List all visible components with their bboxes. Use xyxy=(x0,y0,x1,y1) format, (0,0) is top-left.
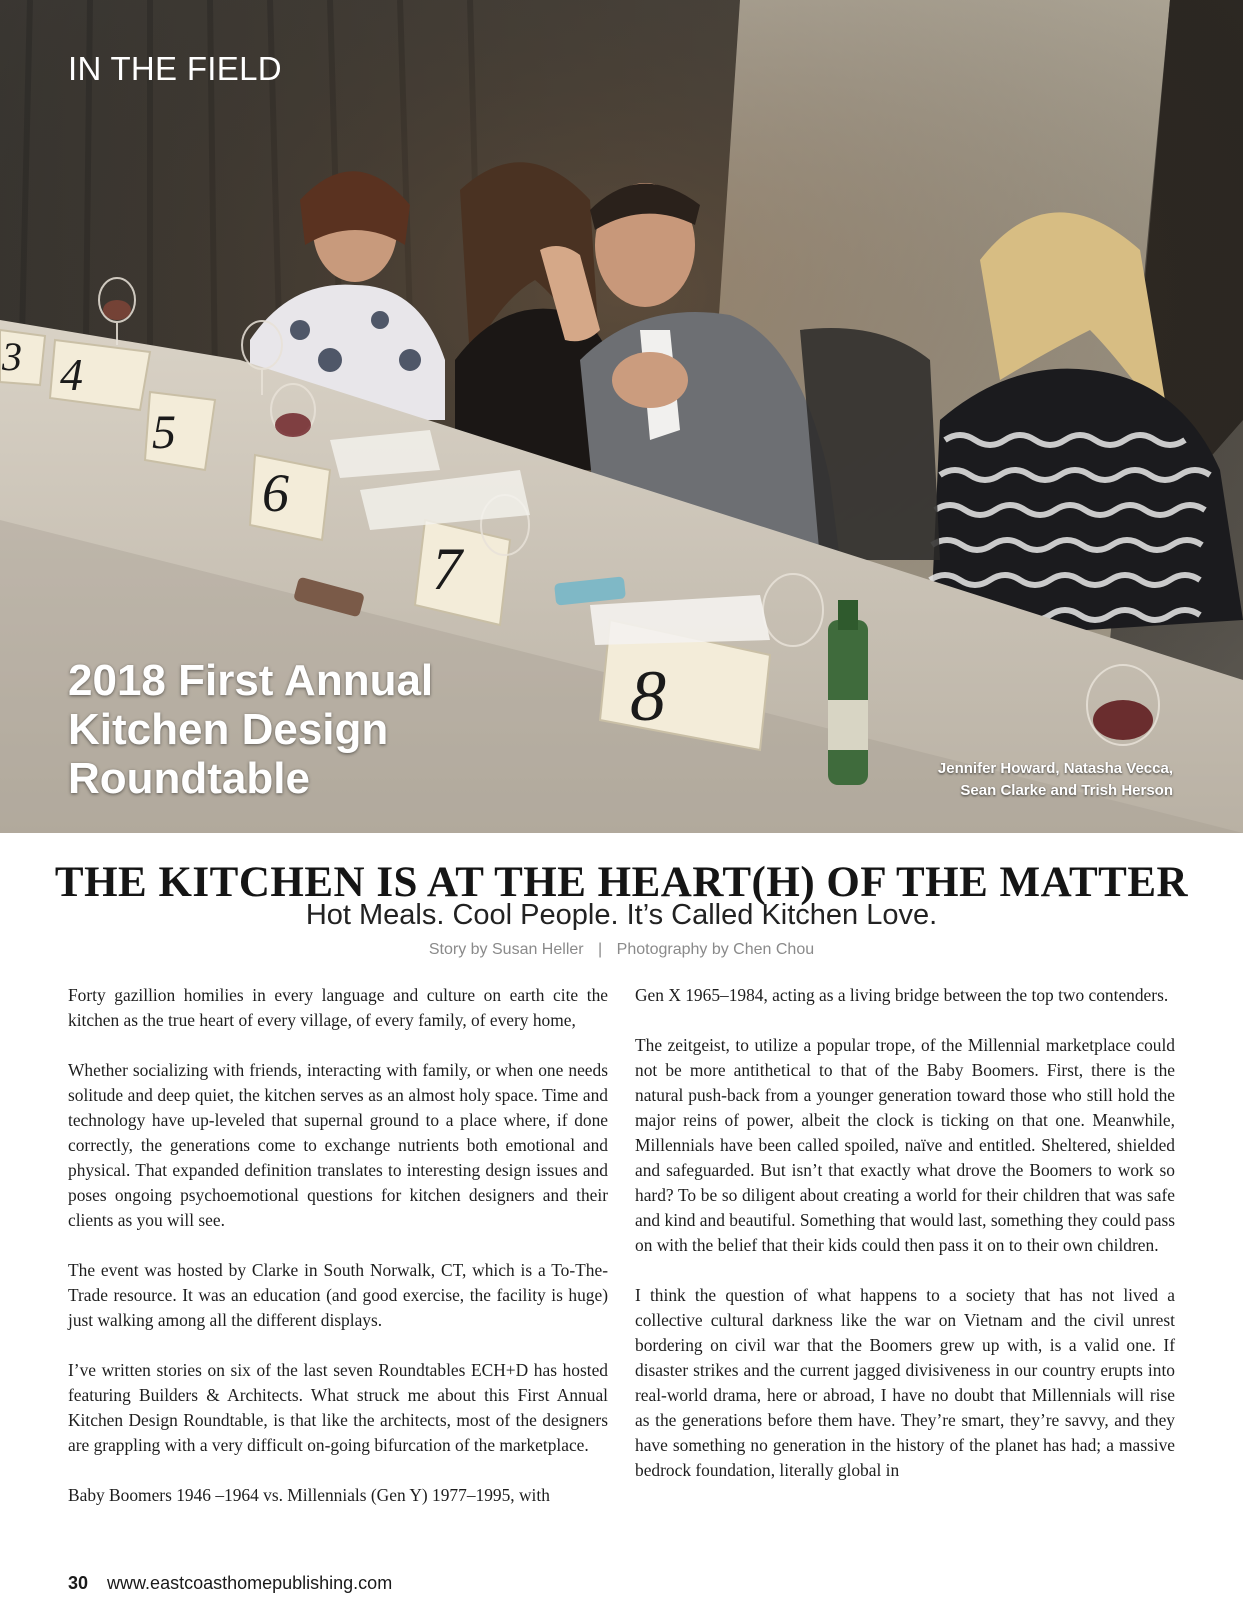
table-card-5: 5 xyxy=(152,406,176,459)
table-card-4: 4 xyxy=(60,349,83,400)
paragraph: Whether socializing with friends, interacting with family, or when one needs solitude and deep quiet, the kitchen serves as an almost holy space. Time and technology have up-leveled that supernal ground to a place where, if done correctly, the generations come to exchange nutrients both emotional and physical. That expanded definition translates to interesting design issues and poses ongoing psychoemotional questions for kitchen designers and their clients as you will see. xyxy=(68,1060,608,1230)
table-card-3: 3 xyxy=(2,334,22,379)
page-footer xyxy=(68,1573,392,1594)
hero-title-line: Roundtable xyxy=(68,754,310,803)
article-headline: THE KITCHEN IS AT THE HEART(H) OF THE MATTER xyxy=(54,859,1189,906)
photo-caption-line: Sean Clarke and Trish Herson xyxy=(960,782,1173,799)
paragraph: I think the question of what happens to a society that has not lived a collective cultural darkness like the war on Vietnam and the civil unrest bordering on civil war that the Boomers grew up with, is a valid one. If disaster strikes and the current jagged divisiveness in our country erupts into real-world drama, here or abroad, I have no doubt that Millennials will rise as the generations before them have. They’re smart, they’re savvy, and they have something no generation in the history of the planet has had; a massive bedrock foundation, literally global in xyxy=(635,1285,1175,1480)
photo-caption xyxy=(873,758,1173,802)
website-link[interactable]: www.eastcoasthomepublishing.com xyxy=(107,1573,393,1593)
paragraph: I’ve written stories on six of the last seven Roundtables ECH+D has hosted featuring Builders & Architects. What struck me about this First Annual Kitchen Design Roundtable, is that like the architects, most of the designers are grappling with a very difficult on-going bifurcation of the marketplace. xyxy=(68,1360,608,1455)
paragraph: Baby Boomers 1946 –1964 vs. Millennials (Gen Y) 1977–1995, with xyxy=(68,1485,550,1505)
article-subhead: Hot Meals. Cool People. It’s Called Kitchen Love. xyxy=(305,899,938,931)
table-card-7: 7 xyxy=(432,536,462,602)
photo-caption-line: Jennifer Howard, Natasha Vecca, xyxy=(937,760,1173,777)
left-column xyxy=(68,983,608,1508)
page-number: 30 xyxy=(68,1573,89,1593)
section-tag: IN THE FIELD xyxy=(68,50,282,87)
paragraph: Forty gazillion homilies in every language and culture on earth cite the kitchen as the true heart of every village, of every family, of every home, xyxy=(68,985,608,1030)
paragraph: The zeitgeist, to utilize a popular trope, of the Millennial marketplace could not be more antithetical to that of the Baby Boomers. First, there is the natural push-back from a younger generation toward those who still hold the major reins of power, albeit the clock is ticking on that one. Meanwhile, Millennials have been called spoiled, naïve and entitled. Sheltered, shielded and safeguarded. But isn’t that exactly what drove the Boomers to work so hard? To be so diligent about creating a world for their children that was safe and kind and beautiful. Something that would last, something they could pass on with the belief that their kids could then pass it on to their own children. xyxy=(635,1035,1175,1255)
story-credit: Story by Susan Heller xyxy=(428,941,584,958)
hero-title-line: 2018 First Annual xyxy=(68,656,434,705)
table-card-6: 6 xyxy=(262,463,289,523)
photo-credit: Photography by Chen Chou xyxy=(616,941,815,958)
paragraph: Gen X 1965–1984, acting as a living bridge between the top two contenders. xyxy=(635,985,1169,1005)
hero-title xyxy=(68,656,528,803)
paragraph: The event was hosted by Clarke in South Norwalk, CT, which is a To-The-Trade resource. It was an education (and good exercise, the facility is huge) just walking among all the different displays. xyxy=(68,1260,608,1330)
credit-separator: | xyxy=(598,941,603,958)
article-credits xyxy=(0,941,1243,959)
hero-title-line: Kitchen Design xyxy=(68,705,389,754)
right-column xyxy=(635,983,1175,1483)
table-card-8: 8 xyxy=(630,656,666,736)
